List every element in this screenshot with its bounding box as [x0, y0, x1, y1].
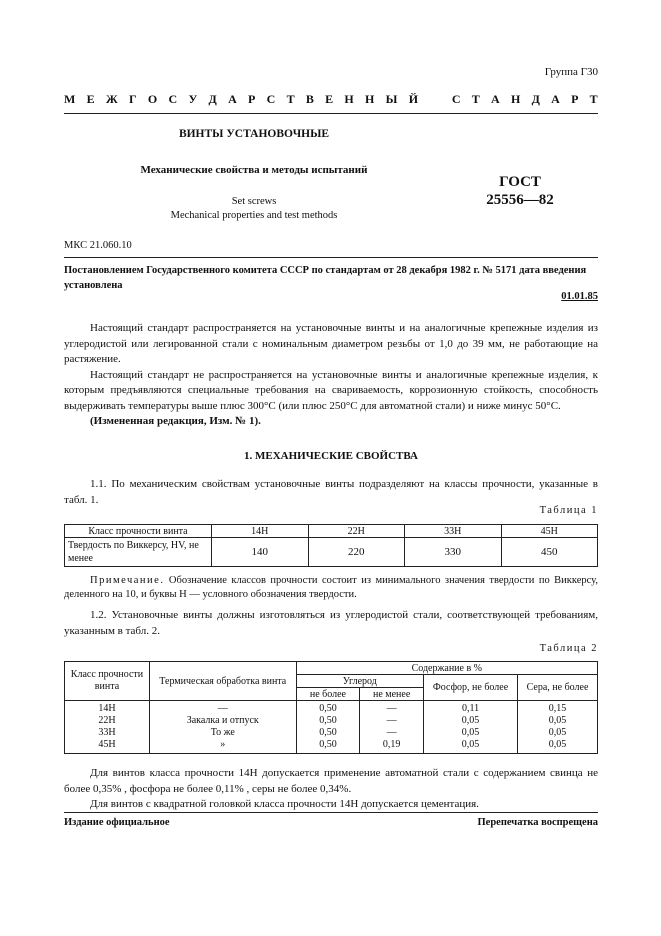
table-header-cell: не более	[296, 688, 360, 701]
banner-letter: С	[168, 92, 178, 106]
table-cell: 0,05	[424, 727, 518, 739]
table-cell: 0,05	[424, 715, 518, 727]
footer-reprint-notice: Перепечатка воспрещена	[477, 817, 598, 828]
table-header-cell: 22H	[308, 525, 405, 538]
table-header-cell: 14H	[212, 525, 309, 538]
table-1	[64, 524, 598, 567]
table-cell: 0,05	[518, 715, 598, 727]
note-label: Примечание.	[90, 575, 165, 586]
table-cell: 45H	[65, 739, 150, 754]
table-cell: 0,15	[518, 701, 598, 716]
document-title: ВИНТЫ УСТАНОВОЧНЫЕ	[178, 128, 330, 140]
table-header-cell: Класс прочности винта	[65, 662, 150, 701]
banner-letter: А	[551, 92, 560, 106]
table-cell: »	[149, 739, 296, 754]
table-cell: 0,50	[296, 727, 360, 739]
banner-letter: Н	[510, 92, 521, 106]
amendment-note: (Измененная редакция, Изм. № 1).	[90, 415, 261, 427]
group-code: Группа Г30	[544, 66, 598, 78]
banner-letter: Н	[365, 92, 375, 106]
table-cell: 0,05	[518, 739, 598, 754]
table-cell: 220	[308, 538, 405, 567]
clause-1-1-text: 1.1. По механическим свойствам установочные винты подразделяют на классы прочности, указанные в табл. 1.	[64, 478, 598, 506]
table-cell: 14H	[65, 701, 150, 716]
table-header-cell: 33H	[405, 525, 502, 538]
table2-caption: Таблица 2	[539, 643, 598, 654]
table-cell: —	[149, 701, 296, 716]
banner-letter: У	[188, 92, 198, 106]
table-cell: —	[360, 701, 424, 716]
table-cell: 22H	[65, 715, 150, 727]
decree-text: Постановлением Государственного комитета СССР по стандартам от 28 декабря 1982 г. № 5171 дата введения установлена	[64, 265, 587, 291]
banner-letter: Д	[208, 92, 217, 106]
table-cell: 0,50	[296, 715, 360, 727]
banner-letter: Г	[129, 92, 137, 106]
decree-date: 01.01.85	[561, 291, 598, 302]
table-cell: 0,05	[518, 727, 598, 739]
table-cell: 0,05	[424, 739, 518, 754]
clause-1-1	[64, 477, 598, 508]
clause-1-2-text: 1.2. Установочные винты должны изготовляться из углеродистой стали, соответствующей требованиям, указанным в табл. 2.	[64, 609, 598, 637]
table-header-cell: Фосфор, не более	[424, 675, 518, 701]
table-cell: 0,50	[296, 739, 360, 754]
table1-caption: Таблица 1	[539, 505, 598, 516]
intro-block	[64, 321, 598, 430]
table-2	[64, 661, 598, 754]
table-header-row	[65, 662, 598, 675]
banner-letter: Т	[471, 92, 480, 106]
section-heading: 1. МЕХАНИЧЕСКИЕ СВОЙСТВА	[244, 450, 418, 462]
table-cell: 330	[405, 538, 502, 567]
table-header-cell: Термическая обработка винта	[149, 662, 296, 701]
standard-banner	[64, 92, 598, 107]
table-cell: 33H	[65, 727, 150, 739]
gost-number: 25556—82	[486, 192, 554, 208]
banner-letter: С	[266, 92, 276, 106]
english-subtitle: Mechanical properties and test methods	[170, 210, 338, 221]
banner-letter: Ж	[105, 92, 118, 106]
intro-paragraph-2: Настоящий стандарт не распространяется на установочные винты и аналогичные крепежные изделия, к которым предъявляются специальные требования на свариваемость, коррозионную стойкость, способность выдерживать температуры выше плюс 300°С (или плюс 250°С для автоматной стали) и ниже минус 50°С.	[64, 368, 598, 412]
table-cell: —	[360, 727, 424, 739]
banner-letter: А	[228, 92, 237, 106]
table-header-cell: не менее	[360, 688, 424, 701]
mks-rule	[64, 257, 598, 258]
banner-letter: Е	[325, 92, 334, 106]
cementation-note: Для винтов с квадратной головкой класса прочности 14H допускается цементация.	[90, 798, 479, 810]
table-header-cell: Сера, не более	[518, 675, 598, 701]
banner-letter: Ы	[385, 92, 398, 106]
clause-1-2	[64, 608, 598, 639]
document-subtitle: Механические свойства и методы испытаний	[140, 164, 368, 176]
intro-paragraph-1: Настоящий стандарт распространяется на установочные винты и на аналогичные крепежные изделия из углеродистой или легированной стали с номинальным диаметром резьбы от 1,0 до 39 мм, не работающие на растяжение.	[64, 322, 598, 365]
gost-label: ГОСТ	[499, 174, 541, 190]
banner-letter: М	[64, 92, 76, 106]
table-header-row	[65, 525, 598, 538]
note-text: Обозначение классов прочности состоит из минимального значения твердости по Виккерсу, деленного на 10, и буквы H — условного обозначения твердости.	[64, 575, 598, 600]
footer-official-edition: Издание официальное	[64, 817, 170, 828]
table-header-cell: 45H	[501, 525, 598, 538]
table1-note	[64, 574, 598, 602]
banner-letter: Е	[86, 92, 95, 106]
table-cell: 140	[212, 538, 309, 567]
english-title: Set screws	[231, 196, 277, 207]
mks-code: МКС 21.060.10	[64, 240, 132, 251]
table-header-cell: Содержание в %	[296, 662, 597, 675]
banner-letter: Р	[571, 92, 579, 106]
banner-letter: Н	[344, 92, 354, 106]
table-row-label: Твердость по Виккерсу, HV, не менее	[65, 538, 212, 567]
table-cell: 0,19	[360, 739, 424, 754]
table-cell: Закалка и отпуск	[149, 715, 296, 727]
banner-letter: Т	[589, 92, 598, 106]
lead-steel-note: Для винтов класса прочности 14H допускается применение автоматной стали с содержанием свинца не более 0,35% , фосфора не более 0,11% , серы не более 0,34%.	[64, 767, 598, 795]
table-row	[65, 715, 598, 727]
banner-letter: О	[147, 92, 158, 106]
table-cell: —	[360, 715, 424, 727]
table-row	[65, 701, 598, 716]
table-row	[65, 538, 598, 567]
footer-rule	[64, 812, 598, 813]
header-rule	[64, 113, 598, 114]
table-row	[65, 739, 598, 754]
banner-letter: В	[305, 92, 314, 106]
table-cell: 450	[501, 538, 598, 567]
banner-letter: Т	[286, 92, 295, 106]
banner-letter: С	[451, 92, 461, 106]
banner-letter: Й	[408, 92, 419, 106]
table-cell: 0,50	[296, 701, 360, 716]
table-cell: То же	[149, 727, 296, 739]
table-row	[65, 727, 598, 739]
table-header-cell: Класс прочности винта	[65, 525, 212, 538]
after-table-2	[64, 766, 598, 813]
banner-letter: А	[491, 92, 500, 106]
table-cell: 0,11	[424, 701, 518, 716]
banner-letter: Д	[531, 92, 540, 106]
banner-letter: Р	[248, 92, 256, 106]
table-header-cell: Углерод	[296, 675, 423, 688]
